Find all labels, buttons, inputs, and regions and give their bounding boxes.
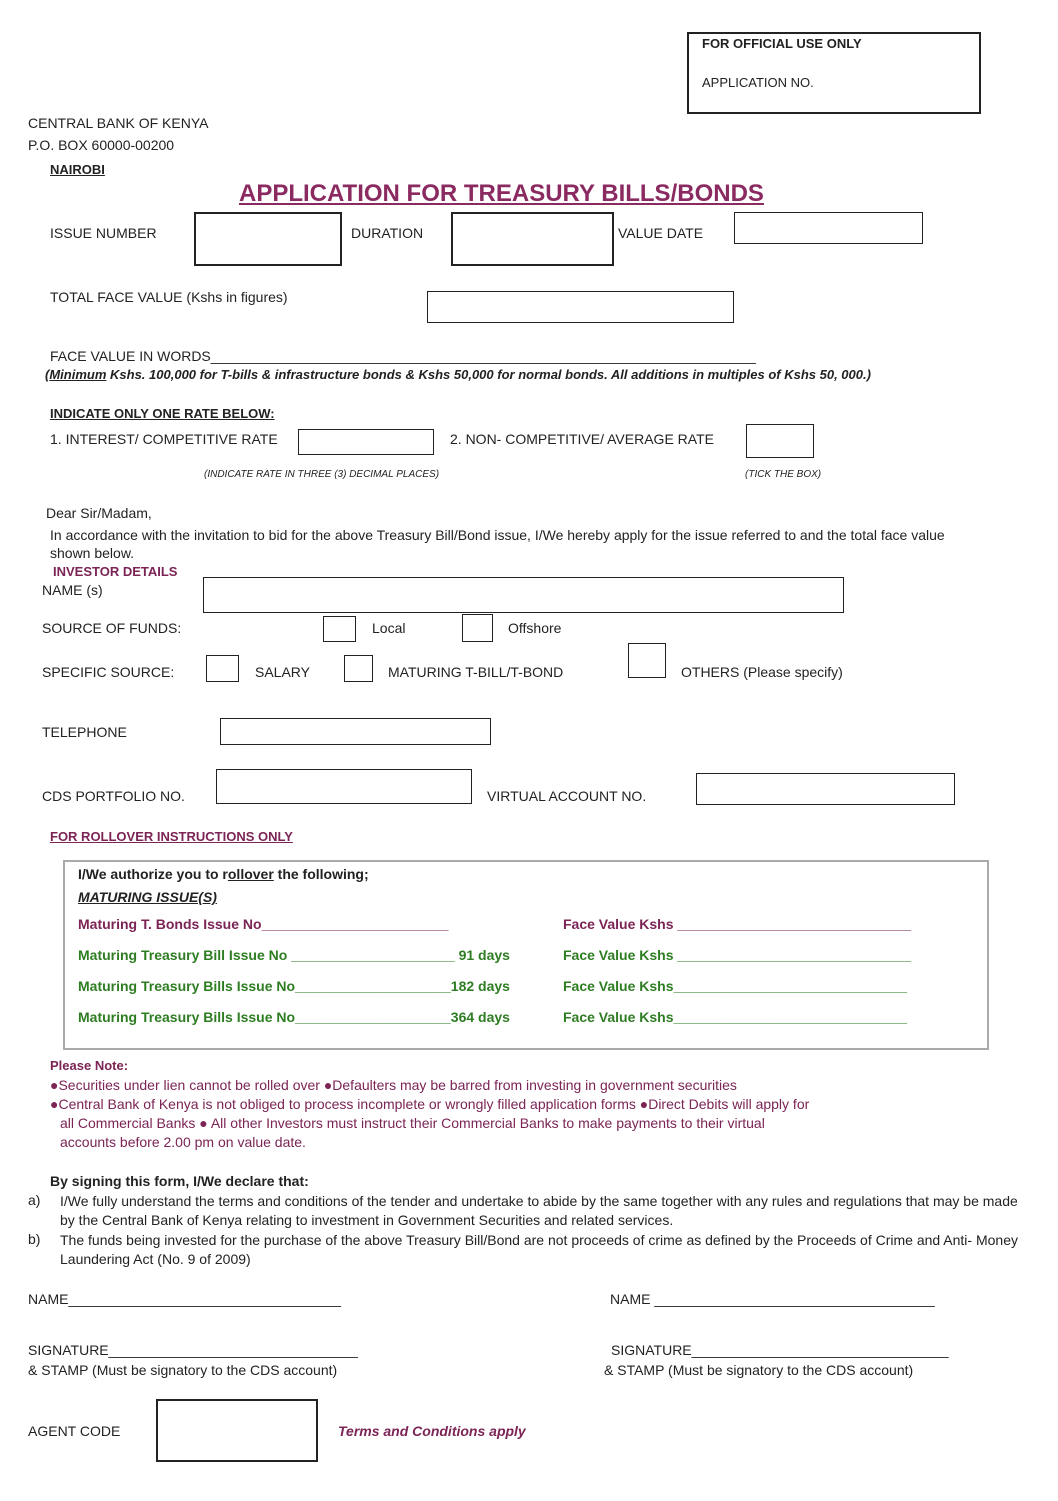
duration-field[interactable] (451, 212, 614, 266)
salary-checkbox[interactable] (206, 655, 239, 682)
virtual-account-label: VIRTUAL ACCOUNT NO. (487, 788, 647, 804)
offshore-label: Offshore (508, 620, 562, 636)
name-field[interactable] (203, 577, 844, 613)
minimum-note (45, 367, 871, 382)
competitive-rate-field[interactable] (298, 429, 434, 455)
address-line-1: CENTRAL BANK OF KENYA (28, 115, 209, 131)
offshore-checkbox[interactable] (462, 614, 493, 642)
local-label: Local (372, 620, 406, 636)
competitive-rate-hint: (INDICATE RATE IN THREE (3) DECIMAL PLACES) (204, 469, 440, 480)
specific-source-label: SPECIFIC SOURCE: (42, 664, 175, 680)
rollover-row-left[interactable]: Maturing Treasury Bills Issue No____________________182 days (78, 978, 510, 994)
issue-number-field[interactable] (194, 212, 342, 266)
rollover-row-right[interactable]: Face Value Kshs ______________________________ (563, 916, 911, 932)
rates-heading: INDICATE ONLY ONE RATE BELOW: (50, 406, 275, 421)
declaration-a-marker: a) (28, 1192, 41, 1208)
tick-box-hint: (TICK THE BOX) (745, 469, 822, 480)
rollover-row-right[interactable]: Face Value Kshs ______________________________ (563, 947, 911, 963)
authorize-mid: ollover (227, 866, 274, 882)
source-of-funds-label: SOURCE OF FUNDS: (42, 620, 182, 636)
declaration-b-marker: b) (28, 1231, 41, 1247)
competitive-rate-label: 1. INTEREST/ COMPETITIVE RATE (50, 431, 278, 447)
maturing-checkbox[interactable] (344, 655, 373, 682)
cds-portfolio-label: CDS PORTFOLIO NO. (42, 788, 185, 804)
salutation: Dear Sir/Madam, (46, 505, 152, 521)
rollover-authorize (78, 866, 369, 882)
others-checkbox[interactable] (628, 643, 666, 678)
declaration-a-text: I/We fully understand the terms and conditions of the tender and undertake to abide by the same together with any rules and regulations that may be made by the Central Bank of Kenya relating to investment in Government Securities and related services. (60, 1193, 1018, 1228)
minimum-word: Minimum (49, 367, 107, 382)
terms-note: Terms and Conditions apply (338, 1423, 526, 1439)
rollover-row-right[interactable]: Face Value Kshs______________________________ (563, 1009, 908, 1025)
stamp-note-left: & STAMP (Must be signatory to the CDS account) (28, 1362, 338, 1378)
address-line-3: NAIROBI (50, 162, 105, 177)
name-signature-right[interactable]: NAME ____________________________________ (610, 1291, 935, 1307)
value-date-field[interactable] (734, 212, 923, 244)
total-face-value-label: TOTAL FACE VALUE (Kshs in figures) (50, 289, 288, 305)
agent-code-label: AGENT CODE (28, 1423, 121, 1439)
telephone-field[interactable] (220, 718, 491, 745)
letter-body: In accordance with the invitation to bid for the above Treasury Bill/Bond issue, I/We hereby apply for the issue referred to and the total face value shown below. (50, 527, 945, 561)
declaration-b-text: The funds being invested for the purchase of the above Treasury Bill/Bond are not proceeds of crime as defined by the Proceeds of Crime and Anti- Money Laundering Act (No. 9 of 2009) (60, 1232, 1018, 1267)
duration-label: DURATION (351, 225, 424, 241)
maturing-issues-heading: MATURING ISSUE(S) (78, 889, 217, 905)
rollover-row-left[interactable]: Maturing Treasury Bills Issue No____________________364 days (78, 1009, 510, 1025)
name-label: NAME (s) (42, 582, 103, 598)
signature-right[interactable]: SIGNATURE_________________________________ (611, 1342, 949, 1358)
telephone-label: TELEPHONE (42, 724, 127, 740)
non-competitive-rate-label: 2. NON- COMPETITIVE/ AVERAGE RATE (450, 431, 714, 447)
notes-heading: Please Note: (50, 1058, 129, 1073)
note-line-2: ●Central Bank of Kenya is not obliged to process incomplete or wrongly filled application forms ●Direct Debits will apply for (50, 1096, 810, 1112)
rollover-row-left[interactable]: Maturing T. Bonds Issue No________________________ (78, 916, 449, 932)
investor-details-heading: INVESTOR DETAILS (53, 564, 178, 579)
non-competitive-rate-checkbox[interactable] (746, 424, 814, 458)
cds-portfolio-field[interactable] (216, 769, 472, 804)
note-line-3: all Commercial Banks ● All other Investors must instruct their Commercial Banks to make payments to their virtual (60, 1115, 765, 1131)
minimum-prefix: ( (45, 367, 50, 382)
authorize-post: the following; (273, 866, 369, 882)
rollover-row-left[interactable]: Maturing Treasury Bill Issue No _____________________ 91 days (78, 947, 510, 963)
total-face-value-field[interactable] (427, 291, 734, 323)
face-value-words-field[interactable]: FACE VALUE IN WORDS______________________________________________________________________ (50, 348, 756, 364)
authorize-pre: I/We authorize you to r (78, 866, 228, 882)
note-line-1: ●Securities under lien cannot be rolled over ●Defaulters may be barred from investing in government securities (50, 1077, 737, 1093)
rollover-row-right[interactable]: Face Value Kshs______________________________ (563, 978, 908, 994)
rollover-heading: FOR ROLLOVER INSTRUCTIONS ONLY (50, 829, 293, 844)
maturing-label: MATURING T-BILL/T-BOND (388, 664, 564, 680)
declaration-heading: By signing this form, I/We declare that: (50, 1173, 309, 1189)
application-no-label: APPLICATION NO. (702, 75, 814, 90)
issue-number-label: ISSUE NUMBER (50, 225, 157, 241)
signature-left[interactable]: SIGNATURE________________________________ (28, 1342, 358, 1358)
virtual-account-field[interactable] (696, 773, 955, 805)
value-date-label: VALUE DATE (618, 225, 704, 241)
minimum-note-text: Kshs. 100,000 for T-bills & infrastructure bonds & Kshs 50,000 for normal bonds. All additions in multiples of Kshs 50, 000.) (106, 367, 871, 382)
salary-label: SALARY (255, 664, 310, 680)
agent-code-field[interactable] (156, 1399, 318, 1462)
name-signature-left[interactable]: NAME___________________________________ (28, 1291, 341, 1307)
others-label: OTHERS (Please specify) (681, 664, 843, 680)
form-title: APPLICATION FOR TREASURY BILLS/BONDS (239, 180, 764, 207)
note-line-4: accounts before 2.00 pm on value date. (60, 1134, 306, 1150)
address-line-2: P.O. BOX 60000-00200 (28, 137, 175, 153)
official-use-heading: FOR OFFICIAL USE ONLY (702, 36, 862, 51)
local-checkbox[interactable] (323, 616, 356, 642)
stamp-note-right: & STAMP (Must be signatory to the CDS account) (604, 1362, 914, 1378)
